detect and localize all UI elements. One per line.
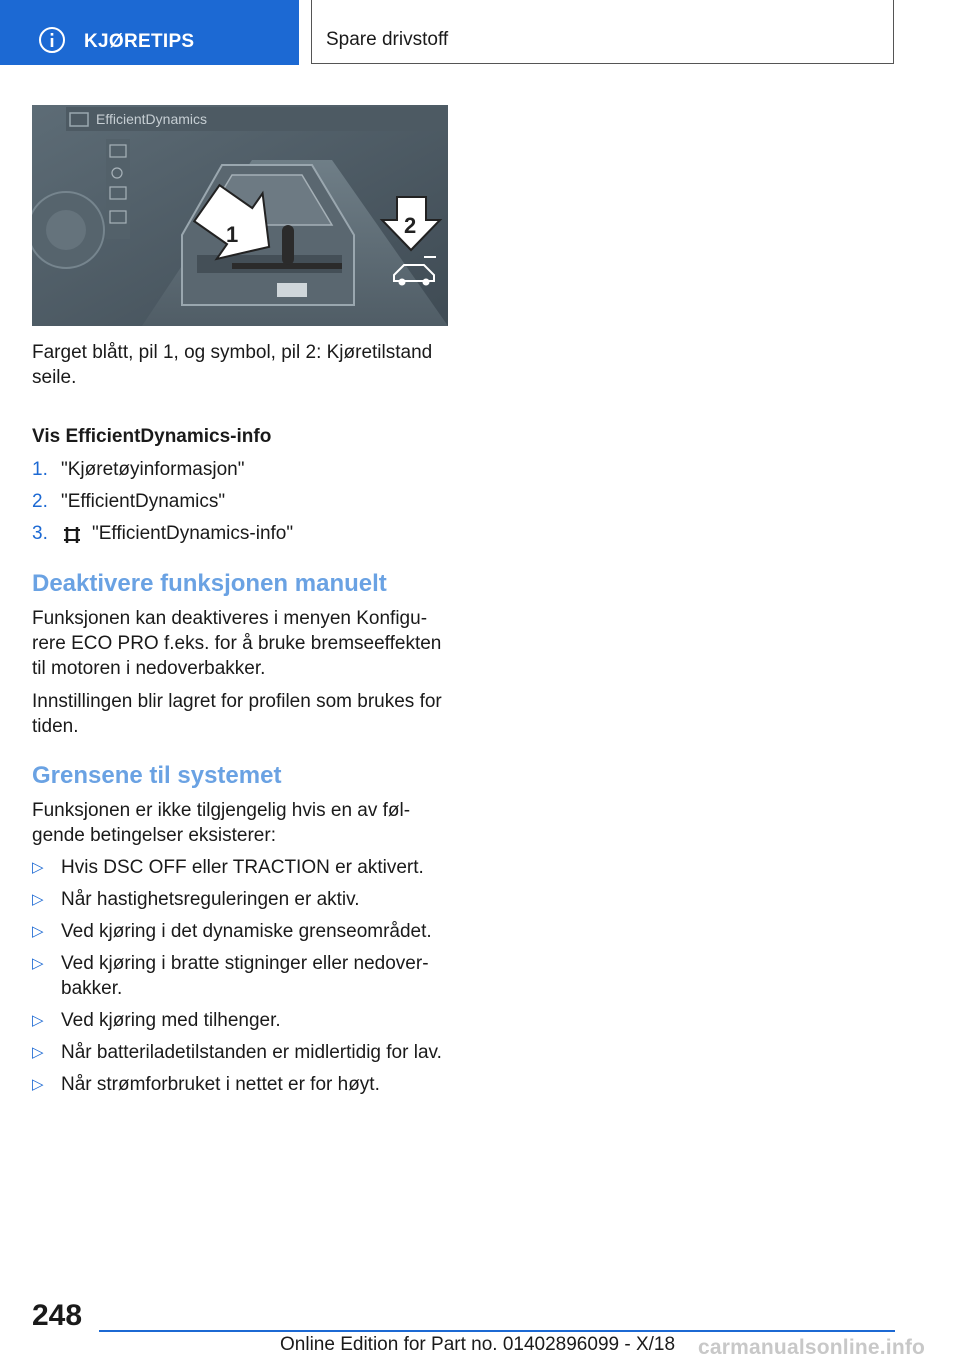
bullet-triangle-icon: ▷ — [32, 859, 44, 876]
bullet-triangle-icon: ▷ — [32, 923, 44, 940]
deactivate-paragraph-1: Funksjonen kan deaktiveres i menyen Konfigurere ECO PRO f.eks. for å bruke bremseeffekten til motoren i nedoverbakker. — [32, 608, 442, 679]
section-tab — [0, 0, 299, 65]
figure-caption: Farget blått, pil 1, og symbol, pil 2: Kjøretilstand seile. — [32, 342, 433, 388]
chapter-title: Spare drivstoff — [326, 29, 449, 50]
list-item — [32, 1040, 457, 1065]
list-item — [32, 490, 452, 522]
deactivate-paragraph-2: Innstillingen blir lagret for profilen som brukes for tiden. — [32, 691, 442, 737]
bullet-text: Ved kjøring i det dynamiske grenseområdet. — [61, 921, 432, 942]
limits-intro: Funksjonen er ikke tilgjengelig hvis en av følgende betingelser eksisterer: — [32, 800, 411, 846]
step-number: 2. — [32, 491, 48, 512]
bullet-triangle-icon: ▷ — [32, 1044, 44, 1061]
list-item — [32, 522, 452, 554]
step-number: 3. — [32, 523, 48, 544]
info-icon — [38, 26, 66, 54]
chapter-title-box — [311, 0, 894, 64]
list-item — [32, 1008, 457, 1033]
list-item — [32, 951, 457, 1001]
bullet-text: Ved kjøring i bratte stigninger eller nedoverbakker. — [61, 953, 429, 999]
step-text: "EfficientDynamics" — [61, 491, 226, 512]
bullet-text: Når hastighetsreguleringen er aktiv. — [61, 889, 360, 910]
step-text: "EfficientDynamics-info" — [92, 523, 294, 544]
list-item — [32, 887, 457, 912]
steps-list — [32, 458, 452, 554]
bullet-triangle-icon: ▷ — [32, 1076, 44, 1093]
bullet-text: Hvis DSC OFF eller TRACTION er aktivert. — [61, 857, 424, 878]
watermark: carmanualsonline.info — [698, 1336, 926, 1359]
list-item — [32, 855, 457, 880]
bullet-triangle-icon: ▷ — [32, 891, 44, 908]
driving-dynamics-icon — [61, 525, 83, 545]
step-number: 1. — [32, 459, 48, 480]
bullet-triangle-icon: ▷ — [32, 955, 44, 972]
deactivate-heading: Deaktivere funksjonen manuelt — [32, 570, 387, 597]
limits-heading: Grensene til systemet — [32, 762, 282, 789]
svg-text:2: 2 — [404, 213, 417, 238]
step-text: "Kjøretøyinformasjon" — [61, 459, 245, 480]
list-item — [32, 919, 457, 944]
bullet-text: Når batteriladetilstanden er midlertidig for lav. — [61, 1042, 442, 1063]
limits-list — [32, 855, 457, 1104]
info-subheading: Vis EfficientDynamics-info — [32, 426, 272, 447]
bullet-triangle-icon: ▷ — [32, 1012, 44, 1029]
footer-divider — [99, 1330, 895, 1332]
list-item — [32, 1072, 457, 1097]
section-label: KJØRETIPS — [84, 31, 195, 52]
bullet-text: Ved kjøring med tilhenger. — [61, 1010, 281, 1031]
page-number: 248 — [32, 1299, 83, 1332]
bullet-text: Når strømforbruket i nettet er for høyt. — [61, 1074, 380, 1095]
list-item — [32, 458, 452, 490]
edition-text: Online Edition for Part no. 01402896099 - X/18 — [280, 1334, 676, 1355]
screen-title: EfficientDynamics — [96, 111, 208, 127]
svg-text:1: 1 — [226, 222, 239, 247]
efficientdynamics-display-figure — [32, 105, 448, 326]
